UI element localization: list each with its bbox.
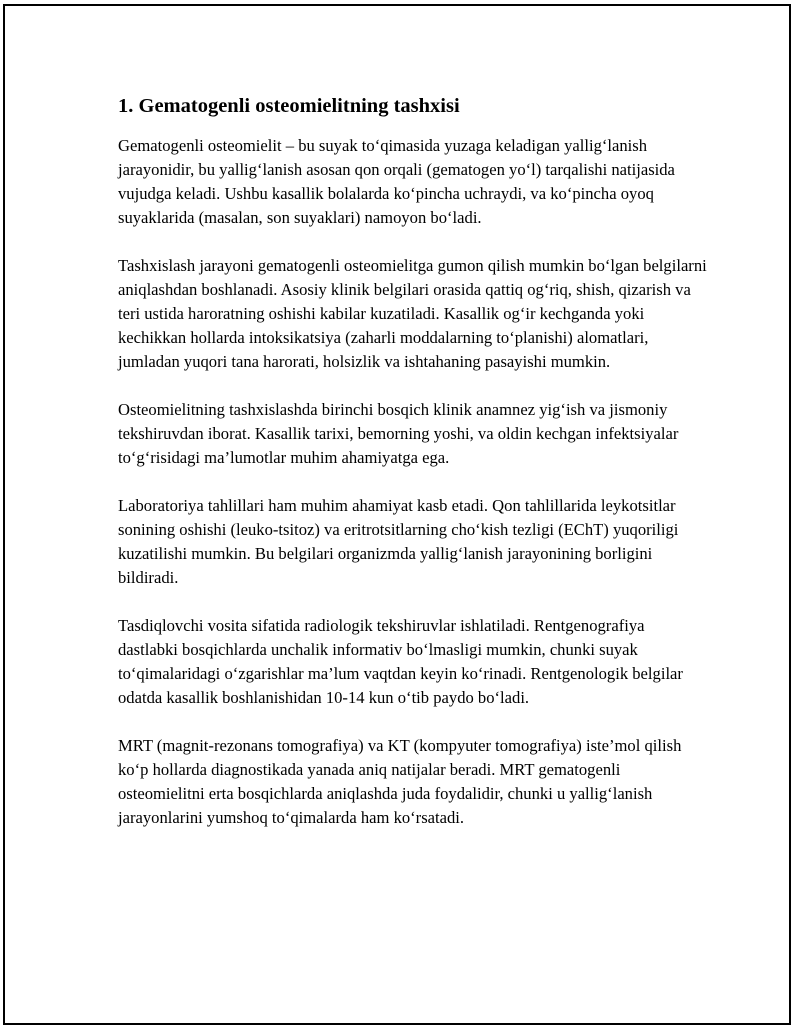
document-body xyxy=(118,92,708,854)
paragraph-laboratory: Laboratoriya tahlillari ham muhim ahamiyat kasb etadi. Qon tahlillarida leykotsitlar sonining oshishi (leuko-tsitoz) va eritrotsitlarning cho‘kish tezligi (EChT) yuqoriligi kuzatilishi mumkin. Bu belgilari organizmda yallig‘lanish jarayonining borligini bildiradi. xyxy=(118,496,679,587)
section-title: 1. Gematogenli osteomielitning tashxisi xyxy=(118,95,460,117)
paragraph-anamnesis: Osteomielitning tashxislashda birinchi bosqich klinik anamnez yig‘ish va jismoniy tekshiruvdan iborat. Kasallik tarixi, bemorning yoshi, va oldin kechgan infektsiyalar to‘g‘risidagi ma’lumotlar muhim ahamiyatga ega. xyxy=(118,400,679,467)
paragraph-clinical-signs: Tashxislash jarayoni gematogenli osteomielitga gumon qilish mumkin bo‘lgan belgilarni aniqlashdan boshlanadi. Asosiy klinik belgilari orasida qattiq og‘riq, shish, qizarish va teri ustida haroratning oshishi kabilar kuzatiladi. Kasallik og‘ir kechganda yoki kechikkan hollarda intoksikatsiya (zaharli moddalarning to‘planishi) alomatlari, jumladan yuqori tana harorati, holsizlik va ishtahaning pasayishi mumkin. xyxy=(118,256,707,371)
paragraph-mri-ct: MRT (magnit-rezonans tomografiya) va KT (kompyuter tomografiya) iste’mol qilish ko‘p hollarda diagnostikada yanada aniq natijalar beradi. MRT gematogenli osteomielitni erta bosqichlarda aniqlashda juda foydalidir, chunki u yallig‘lanish jarayonlarini yumshoq to‘qimalarda ham ko‘rsatadi. xyxy=(118,736,682,827)
paragraph-definition: Gematogenli osteomielit – bu suyak to‘qimasida yuzaga keladigan yallig‘lanish jarayonidir, bu yallig‘lanish asosan qon orqali (gematogen yo‘l) tarqalishi natijasida vujudga keladi. Ushbu kasallik bolalarda ko‘pincha uchraydi, va ko‘pincha oyoq suyaklarida (masalan, son suyaklari) namoyon bo‘ladi. xyxy=(118,136,675,227)
paragraph-radiology: Tasdiqlovchi vosita sifatida radiologik tekshiruvlar ishlatiladi. Rentgenografiya dastlabki bosqichlarda unchalik informativ bo‘lmasligi mumkin, chunki suyak to‘qimalaridagi o‘zgarishlar ma’lum vaqtdan keyin ko‘rinadi. Rentgenologik belgilar odatda kasallik boshlanishidan 10-14 kun o‘tib paydo bo‘ladi. xyxy=(118,616,683,707)
